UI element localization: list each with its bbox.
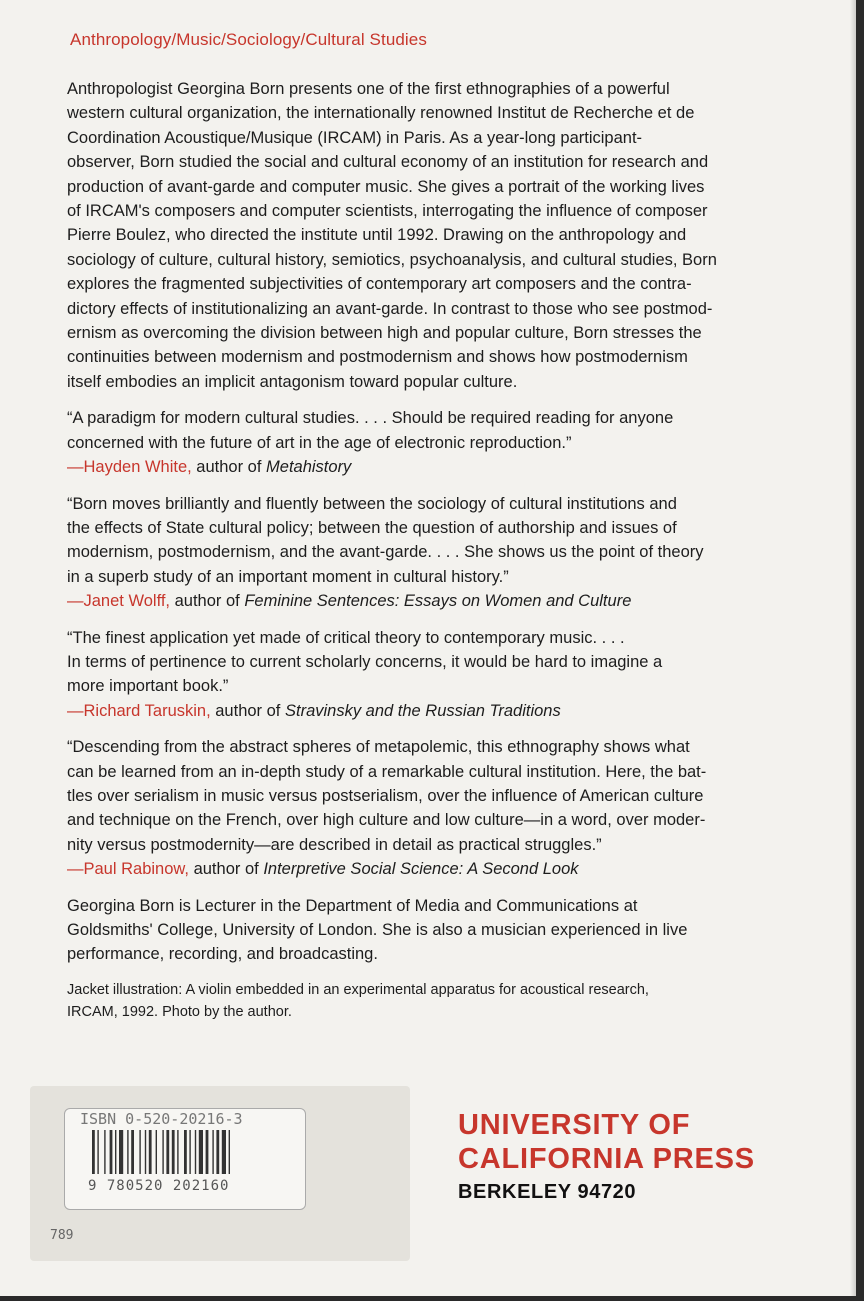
blurb-work-title: Feminine Sentences: Essays on Women and Culture xyxy=(244,592,632,611)
category-heading: Anthropology/Music/Sociology/Cultural Studies xyxy=(70,30,427,49)
publisher-imprint xyxy=(458,1108,755,1206)
text-line: production of avant-garde and computer music. She gives a portrait of the working lives xyxy=(67,177,705,196)
quote-line: modernism, postmodernism, and the avant-garde. . . . She shows us the point of theory xyxy=(67,543,704,562)
blurb-attribution xyxy=(67,699,767,723)
text-line: observer, Born studied the social and cultural economy of an institution for research and xyxy=(67,153,709,172)
blurb-role: author of xyxy=(210,701,285,720)
text-line: sociology of culture, cultural history, semiotics, psychoanalysis, and cultural studies, Born xyxy=(67,250,717,269)
quote-line: In terms of pertinence to current scholarly concerns, it would be hard to imagine a xyxy=(67,652,663,671)
blurb-attribution xyxy=(67,857,767,881)
quote-line: “Born moves brilliantly and fluently between the sociology of cultural institutions and xyxy=(67,494,677,513)
quote-line: can be learned from an in-depth study of a remarkable cultural institution. Here, the bat- xyxy=(67,762,707,781)
quote-line: in a superb study of an important moment in cultural history.” xyxy=(67,567,509,586)
barcode-stub-text: 789 xyxy=(50,1228,74,1243)
text-line: itself embodies an implicit antagonism toward popular culture. xyxy=(67,372,518,391)
author-bio xyxy=(67,894,767,967)
quote-line: nity versus postmodernity—are described in detail as practical struggles.” xyxy=(67,835,602,854)
blurb-work-title: Stravinsky and the Russian Traditions xyxy=(284,701,561,720)
blurb-attribution xyxy=(67,455,767,479)
blurb-paul-rabinow xyxy=(67,735,767,881)
text-line: dictory effects of institutionalizing an avant-garde. In contrast to those who see postmod- xyxy=(67,299,713,318)
blurb-role: author of xyxy=(191,458,267,477)
isbn-text: ISBN 0-520-20216-3 xyxy=(80,1110,243,1128)
quote-line: concerned with the future of art in the age of electronic reproduction.” xyxy=(67,433,572,452)
publisher-name-line1: UNIVERSITY OF xyxy=(458,1109,691,1141)
blurb-work-title: Interpretive Social Science: A Second Look xyxy=(263,860,579,879)
blurb-author: —Richard Taruskin, xyxy=(67,701,211,720)
quote-line: the effects of State cultural policy; between the question of authorship and issues of xyxy=(67,518,677,537)
description-paragraph xyxy=(67,77,767,394)
text-line: continuities between modernism and postmodernism and shows how postmodernism xyxy=(67,348,688,367)
text-line: ernism as overcoming the division between high and popular culture, Born stresses the xyxy=(67,324,702,343)
blurb-attribution xyxy=(67,589,767,613)
quote-line: “A paradigm for modern cultural studies. . . . Should be required reading for anyone xyxy=(67,409,674,428)
quote-line: more important book.” xyxy=(67,677,229,696)
blurb-janet-wolff xyxy=(67,492,767,614)
text-line: Georgina Born is Lecturer in the Department of Media and Communications at xyxy=(67,896,638,915)
text-line: Coordination Acoustique/Musique (IRCAM) in Paris. As a year-long participant- xyxy=(67,128,643,147)
blurb-hayden-white xyxy=(67,406,767,479)
quote-line: “The finest application yet made of critical theory to contemporary music. . . . xyxy=(67,628,625,647)
publisher-city: BERKELEY 94720 xyxy=(458,1181,637,1203)
quote-line: and technique on the French, over high culture and low culture—in a word, over moder- xyxy=(67,811,706,830)
text-line: of IRCAM's composers and computer scientists, interrogating the influence of composer xyxy=(67,202,708,221)
text-line: IRCAM, 1992. Photo by the author. xyxy=(67,1003,292,1020)
blurb-work-title: Metahistory xyxy=(266,458,352,477)
blurb-richard-taruskin xyxy=(67,626,767,724)
cover-text xyxy=(67,77,767,1023)
blurb-author: —Janet Wolff, xyxy=(67,592,171,611)
text-line: Anthropologist Georgina Born presents one of the first ethnographies of a powerful xyxy=(67,80,670,98)
publisher-name-line2: CALIFORNIA PRESS xyxy=(458,1143,755,1175)
barcode-sticker-area xyxy=(20,1078,410,1268)
quote-line: tles over serialism in music versus postserialism, over the influence of American culture xyxy=(67,786,704,805)
barcode-icon xyxy=(90,1130,290,1176)
blurb-role: author of xyxy=(189,860,264,879)
text-line: Pierre Boulez, who directed the institute until 1992. Drawing on the anthropology and xyxy=(67,226,687,245)
quote-line: “Descending from the abstract spheres of metapolemic, this ethnography shows what xyxy=(67,738,690,757)
blurb-author: —Paul Rabinow, xyxy=(67,860,189,879)
text-line: Goldsmiths' College, University of London. She is also a musician experienced in live xyxy=(67,921,688,939)
jacket-credit xyxy=(67,979,767,1023)
text-line: explores the fragmented subjectivities of contemporary art composers and the contra- xyxy=(67,275,692,294)
blurb-role: author of xyxy=(170,592,245,611)
blurb-author: —Hayden White, xyxy=(67,458,192,477)
text-line: performance, recording, and broadcasting. xyxy=(67,945,378,964)
text-line: western cultural organization, the internationally renowned Institut de Recherche et de xyxy=(67,104,695,123)
barcode-number: 9 780520 202160 xyxy=(88,1178,230,1194)
text-line: Jacket illustration: A violin embedded in an experimental apparatus for acoustical research, xyxy=(67,981,649,998)
